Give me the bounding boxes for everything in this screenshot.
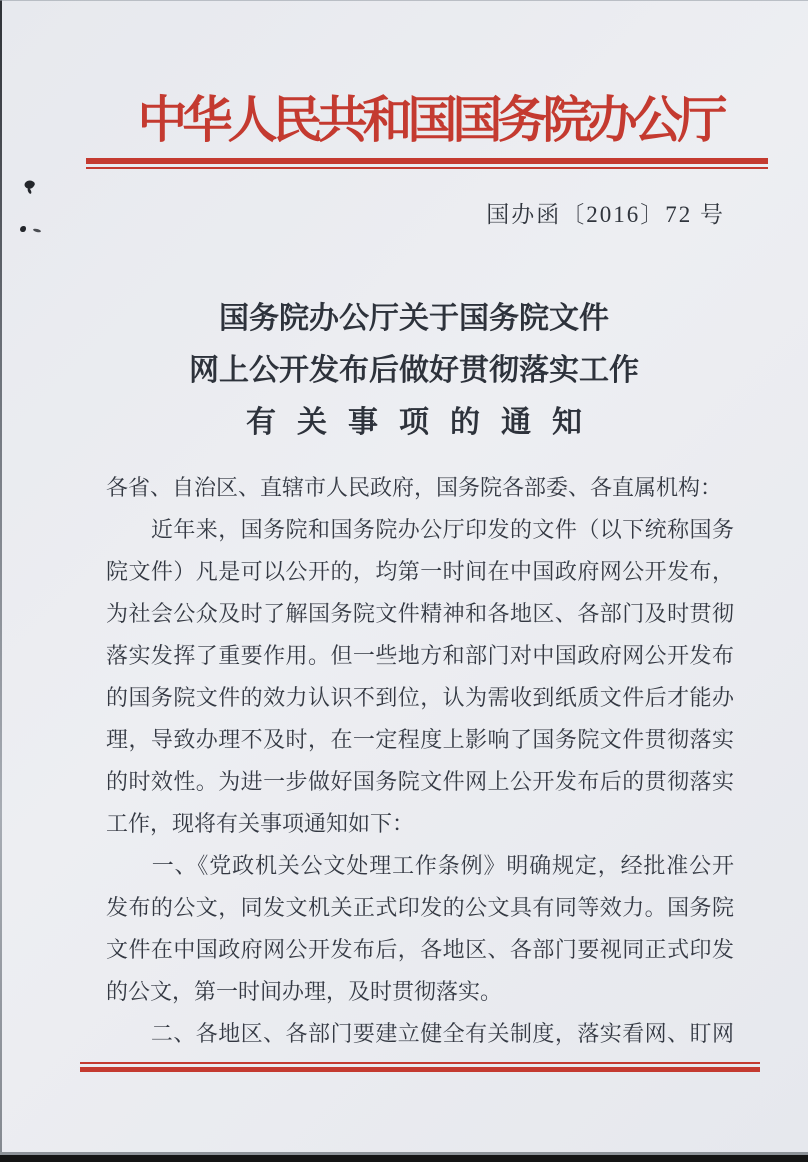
document-body [106,467,734,1055]
body-line: 近年来，国务院和国务院办公厅印发的文件（以下统称国务 [106,517,734,542]
body-line: 一、《党政机关公文处理工作条例》明确规定，经批准公开 [106,853,734,878]
document-title-line-1: 国务院办公厅关于国务院文件 [219,302,609,335]
body-line: 落实发挥了重要作用。但一些地方和部门对中国政府网公开发布 [106,643,734,668]
footer-rule-thin [80,1062,760,1064]
letterhead-org-name: 中华人民共和国国务院办公厅 [137,92,723,148]
body-line: 的时效性。为进一步做好国务院文件网上公开发布后的贯彻落实 [106,769,734,794]
scan-artifact-speck [33,228,41,233]
document-title [60,293,768,449]
scan-artifact-speck [20,226,26,232]
scan-edge-bottom [0,1155,808,1162]
document-number: 国办函〔2016〕72 号 [486,202,725,227]
body-line: 工作，现将有关事项通知如下： [106,811,415,836]
body-line: 的公文，第一时间办理，及时贯彻落实。 [106,979,503,1004]
scan-edge-top [0,0,808,1]
letterhead-rule-thick [86,158,768,164]
document-title-line-2: 网上公开发布后做好贯彻落实工作 [189,354,639,387]
scan-edge-left [0,0,2,1162]
footer-rule-thick [80,1067,760,1072]
body-line: 为社会公众及时了解国务院文件精神和各地区、各部门及时贯彻 [106,601,734,626]
body-line: 的国务院文件的效力认识不到位，认为需收到纸质文件后才能办 [106,685,734,710]
body-line: 发布的公文，同发文机关正式印发的公文具有同等效力。国务院 [106,895,734,920]
document-title-line-3: 有关事项的通知 [246,406,603,439]
letterhead-rule-thin [86,167,768,169]
body-line: 理，导致办理不及时，在一定程度上影响了国务院文件贯彻落实 [106,727,734,752]
body-line: 文件在中国政府网公开发布后，各地区、各部门要视同正式印发 [106,937,734,962]
body-line: 院文件）凡是可以公开的，均第一时间在中国政府网公开发布， [106,559,734,584]
salutation-line: 各省、自治区、直辖市人民政府，国务院各部委、各直属机构： [106,475,723,500]
body-line: 二、各地区、各部门要建立健全有关制度，落实看网、盯网 [106,1021,734,1046]
